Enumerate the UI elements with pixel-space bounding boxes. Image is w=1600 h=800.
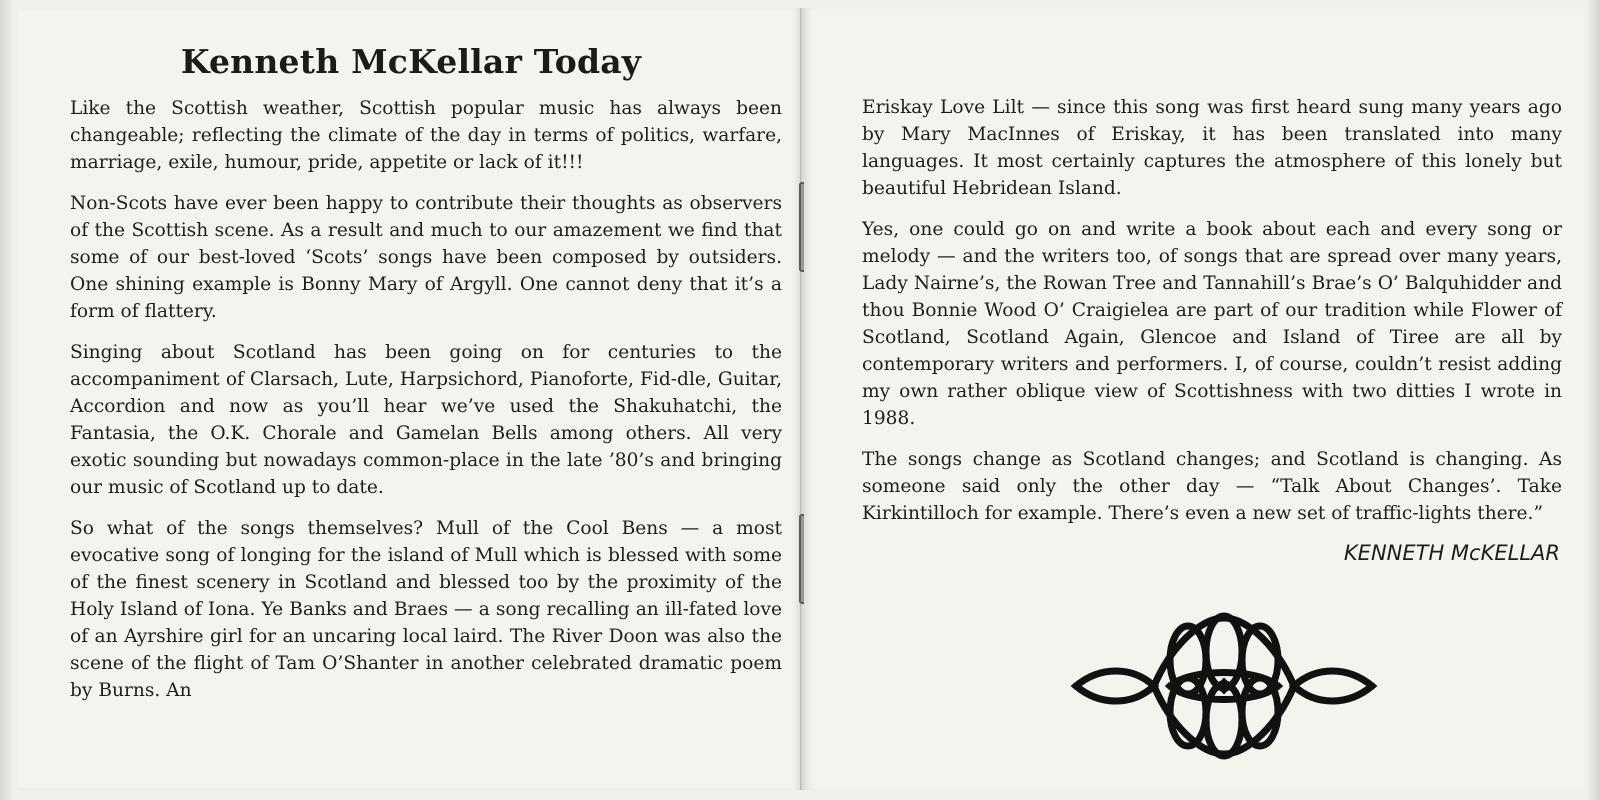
celtic-knot-ornament-icon — [1070, 608, 1378, 768]
right-page — [804, 8, 1584, 790]
right-paragraph-2: Yes, one could go on and write a book about each and every song or melody — and the writers too, of songs that are spread over many years, Lady Nairne’s, the Rowan Tree and Tannahill’s Brae’s O’ Balquhidder and thou Bonnie Wood O’ Craigielea are part of our tradition while Flower of Scotland, Scotland Again, Glencoe and Island of Tiree are all by contemporary writers and performers. I, of course, couldn’t resist adding my own rather oblique view of Scottishness with two ditties I wrote in 1988. — [862, 219, 1562, 429]
left-paragraph-3: Singing about Scotland has been going on for centuries to the accompaniment of Clarsach, Lute, Harpsichord, Pianoforte, Fid-dle, Guitar, Accordion and now as you’ll hear we’ve used the Shakuhatchi, the Fantasia, the O.K. Chorale and Gamelan Bells among others. All very exotic sounding but nowadays common-place in the late ’80’s and bringing our music of Scotland up to date. — [70, 342, 782, 498]
right-paragraph-3: The songs change as Scotland changes; and Scotland is changing. As someone said only the other day — “Talk About Changes’. Take Kirkintilloch for example. There’s even a new set of traffic-lights there.” — [862, 449, 1562, 524]
left-paragraph-4: So what of the songs themselves? Mull of the Cool Bens — a most evocative song of longing for the island of Mull which is blessed with some of the finest scenery in Scotland and blessed too by the proximity of the Holy Island of Iona. Ye Banks and Braes — a song recalling an ill-fated love of an Ayrshire girl for an uncaring local laird. The River Doon was also the scene of the flight of Tam O’Shanter in another celebrated dramatic poem by Burns. An — [70, 518, 782, 701]
right-paragraph-1: Eriskay Love Lilt — since this song was first heard sung many years ago by Mary MacInnes of Eriskay, it has been translated into many languages. It most certainly captures the atmosphere of this lonely but beautiful Hebridean Island. — [862, 97, 1562, 199]
left-paragraph-1: Like the Scottish weather, Scottish popular music has always been changeable; reflecting the climate of the day in terms of politics, warfare, marriage, exile, humour, pride, appetite or lack of it!!! — [70, 98, 782, 173]
author-signature: KENNETH McKELLAR — [1343, 541, 1560, 565]
left-paragraph-2: Non-Scots have ever been happy to contribute their thoughts as observers of the Scottish scene. As a result and much to our amazement we find that some of our best-loved ‘Scots’ songs have been composed by outsiders. One shining example is Bonny Mary of Argyll. One cannot deny that it’s a form of flattery. — [70, 193, 782, 322]
left-page — [18, 8, 802, 790]
page-title: Kenneth McKellar Today — [180, 42, 642, 81]
